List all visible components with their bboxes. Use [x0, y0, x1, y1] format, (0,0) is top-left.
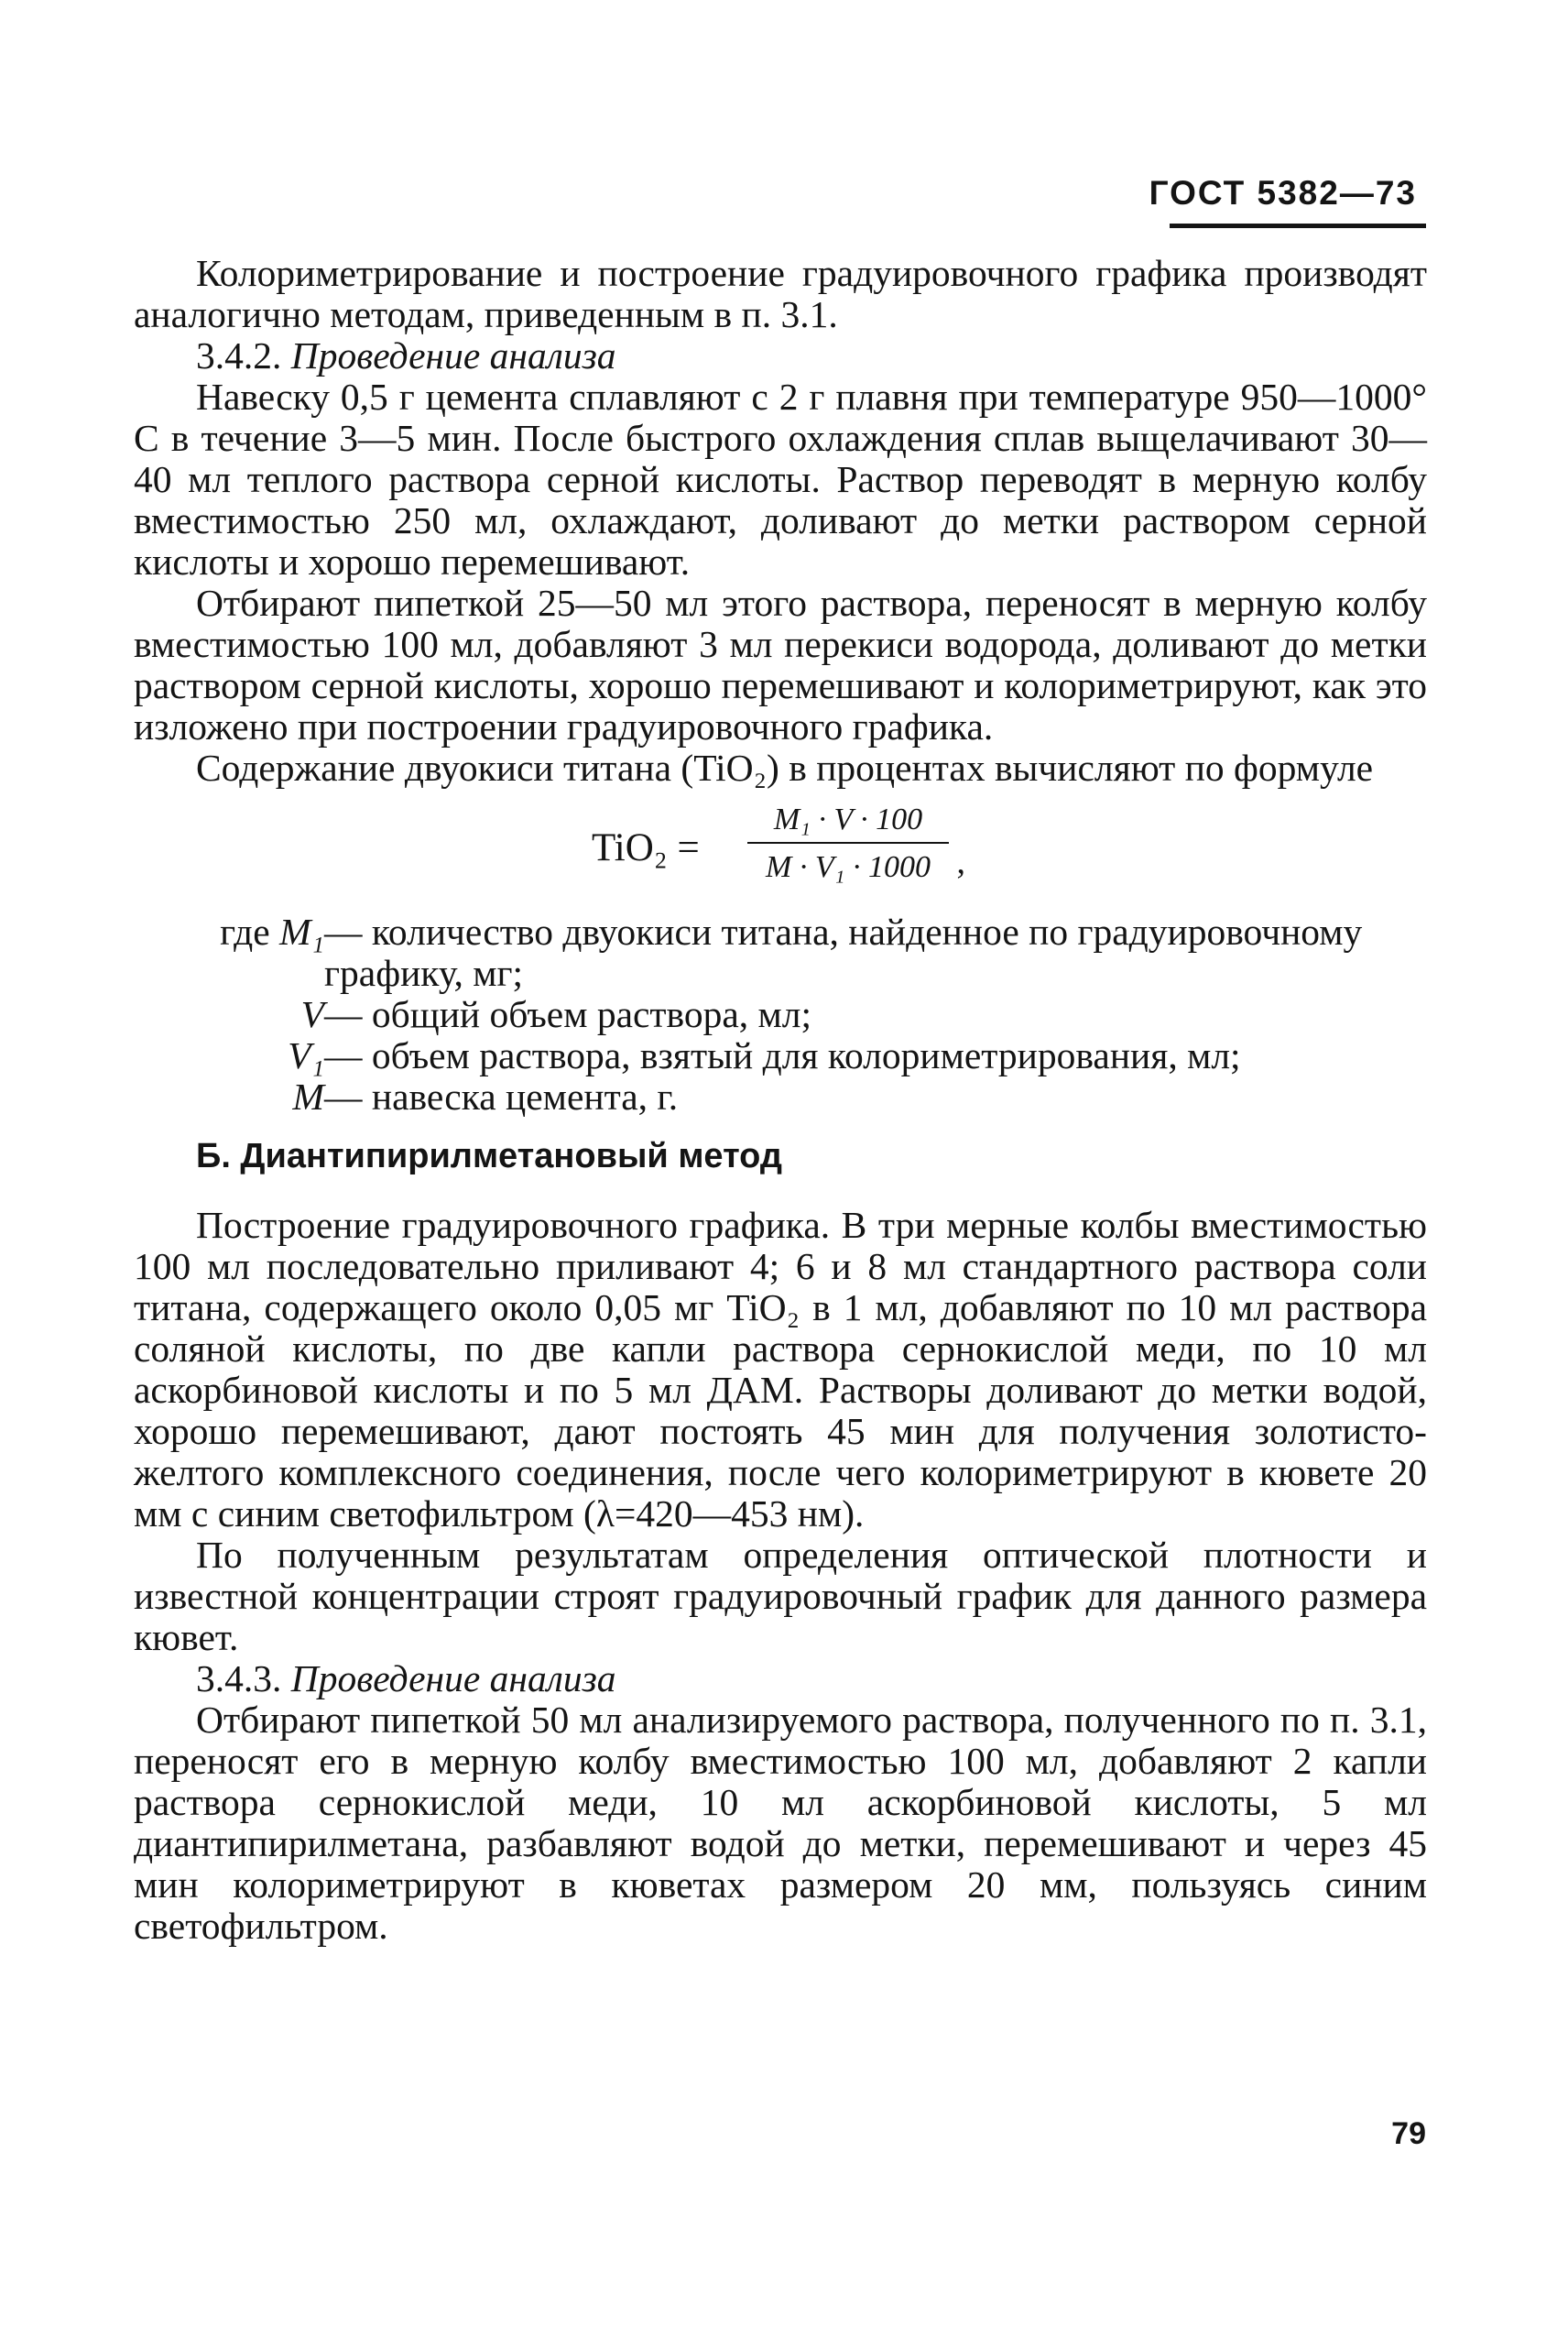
definitions-intro: где [220, 911, 270, 953]
definition-symbol: V₁ [288, 1034, 324, 1076]
paragraph-analysis-procedure: Отбирают пипеткой 50 мл анализируемого раствора, полученного по п. 3.1, переносят его в мерную колбу вместимостью 100 мл, добавляют 2 капли раствора сернокислой меди, 10 мл аскорбиновой кислоты, 5 мл диантипирилметана, разбавляют водой до метки, перемешивают и через 45 мин колориметрируют в кюветах размером 20 мм, пользуясь синим светофильтром. [134, 1699, 1427, 1947]
page-number: 79 [1391, 2116, 1426, 2151]
heading-3-4-3-number: 3.4.3. [196, 1657, 282, 1699]
heading-3-4-3 [134, 1658, 1427, 1699]
paragraph-calibration: Построение градуировочного графика. В три мерные колбы вместимостью 100 мл последовательно приливают 4; 6 и 8 мл стандартного раствора соли титана, содержащего около 0,05 мг TiO₂ в 1 мл, добавляют по 10 мл раствора соляной кислоты, по две капли раствора сернокислой меди, по 10 мл аскорбиновой кислоты и по 5 мл ДАМ. Растворы доливают до метки водой, хорошо перемешивают, дают постоять 45 мин для получения золотисто-желтого комплексного соединения, после чего колориметрируют в кювете 20 мм с синим светофильтром (λ=420—453 нм). [134, 1204, 1427, 1535]
formula-denominator: M · V₁ · 1000 [766, 850, 931, 884]
heading-3-4-2 [134, 335, 1427, 377]
definition-m [134, 1076, 1427, 1118]
definition-text: — общий объем раствора, мл; [324, 993, 812, 1035]
paragraph-sample-fusion: Навеску 0,5 г цемента сплавляют с 2 г плавня при температуре 950—1000° С в течение 3—5 мин. После быстрого охлаждения сплав выщелачивают 30—40 мл теплого раствора серной кислоты. Раствор переводят в мерную колбу вместимостью 250 мл, охлаждают, доливают до метки раствором серной кислоты и хорошо перемешивают. [134, 376, 1427, 583]
definition-text: — навеска цемента, г. [324, 1076, 679, 1118]
formula-numerator: M₁ · V · 100 [773, 803, 923, 836]
formula-comma: , [956, 843, 965, 881]
paragraph-colorimetry: Колориметрирование и построение градуировочного графика производят аналогично методам, приведенным в п. 3.1. [134, 252, 1427, 335]
definition-text: — объем раствора, взятый для колориметрирования, мл; [324, 1034, 1241, 1076]
heading-3-4-2-number: 3.4.2. [196, 334, 282, 377]
paragraph-pipette: Отбирают пипеткой 25—50 мл этого раствора, переносят в мерную колбу вместимостью 100 мл, добавляют 3 мл перекиси водорода, доливают до метки раствором серной кислоты, хорошо перемешивают и колориметрируют, как это изложено при построении градуировочного графика. [134, 582, 1427, 748]
definition-symbol: M₁ [279, 911, 324, 953]
section-b-title: Б. Диантипирилметановый метод [196, 1137, 783, 1175]
definition-m1 [134, 912, 1427, 994]
formula-lhs: TiO₂ = [592, 826, 700, 869]
heading-3-4-3-title: Проведение анализа [290, 1657, 616, 1699]
definition-v [134, 994, 1427, 1035]
formula-fraction [747, 800, 965, 888]
formula-definitions [134, 912, 1427, 1118]
fraction-bar [747, 842, 949, 844]
heading-3-4-2-title: Проведение анализа [290, 334, 616, 377]
header-rule [1170, 224, 1426, 228]
standard-header: ГОСТ 5382—73 [1149, 174, 1417, 212]
definition-symbol: V [300, 993, 324, 1035]
tio2-formula [134, 800, 1427, 899]
definition-symbol: M [292, 1076, 324, 1118]
paragraph-optical-density: По полученным результатам определения оптической плотности и известной концентрации строят градуировочный график для данного размера кювет. [134, 1534, 1427, 1658]
definition-text: — количество двуокиси титана, найденное по градуировочному графику, мг; [324, 911, 1363, 994]
page-body [134, 253, 1427, 1947]
definition-v1 [134, 1035, 1427, 1076]
paragraph-formula-intro: Содержание двуокиси титана (TiO₂) в процентах вычисляют по формуле [196, 747, 1374, 789]
